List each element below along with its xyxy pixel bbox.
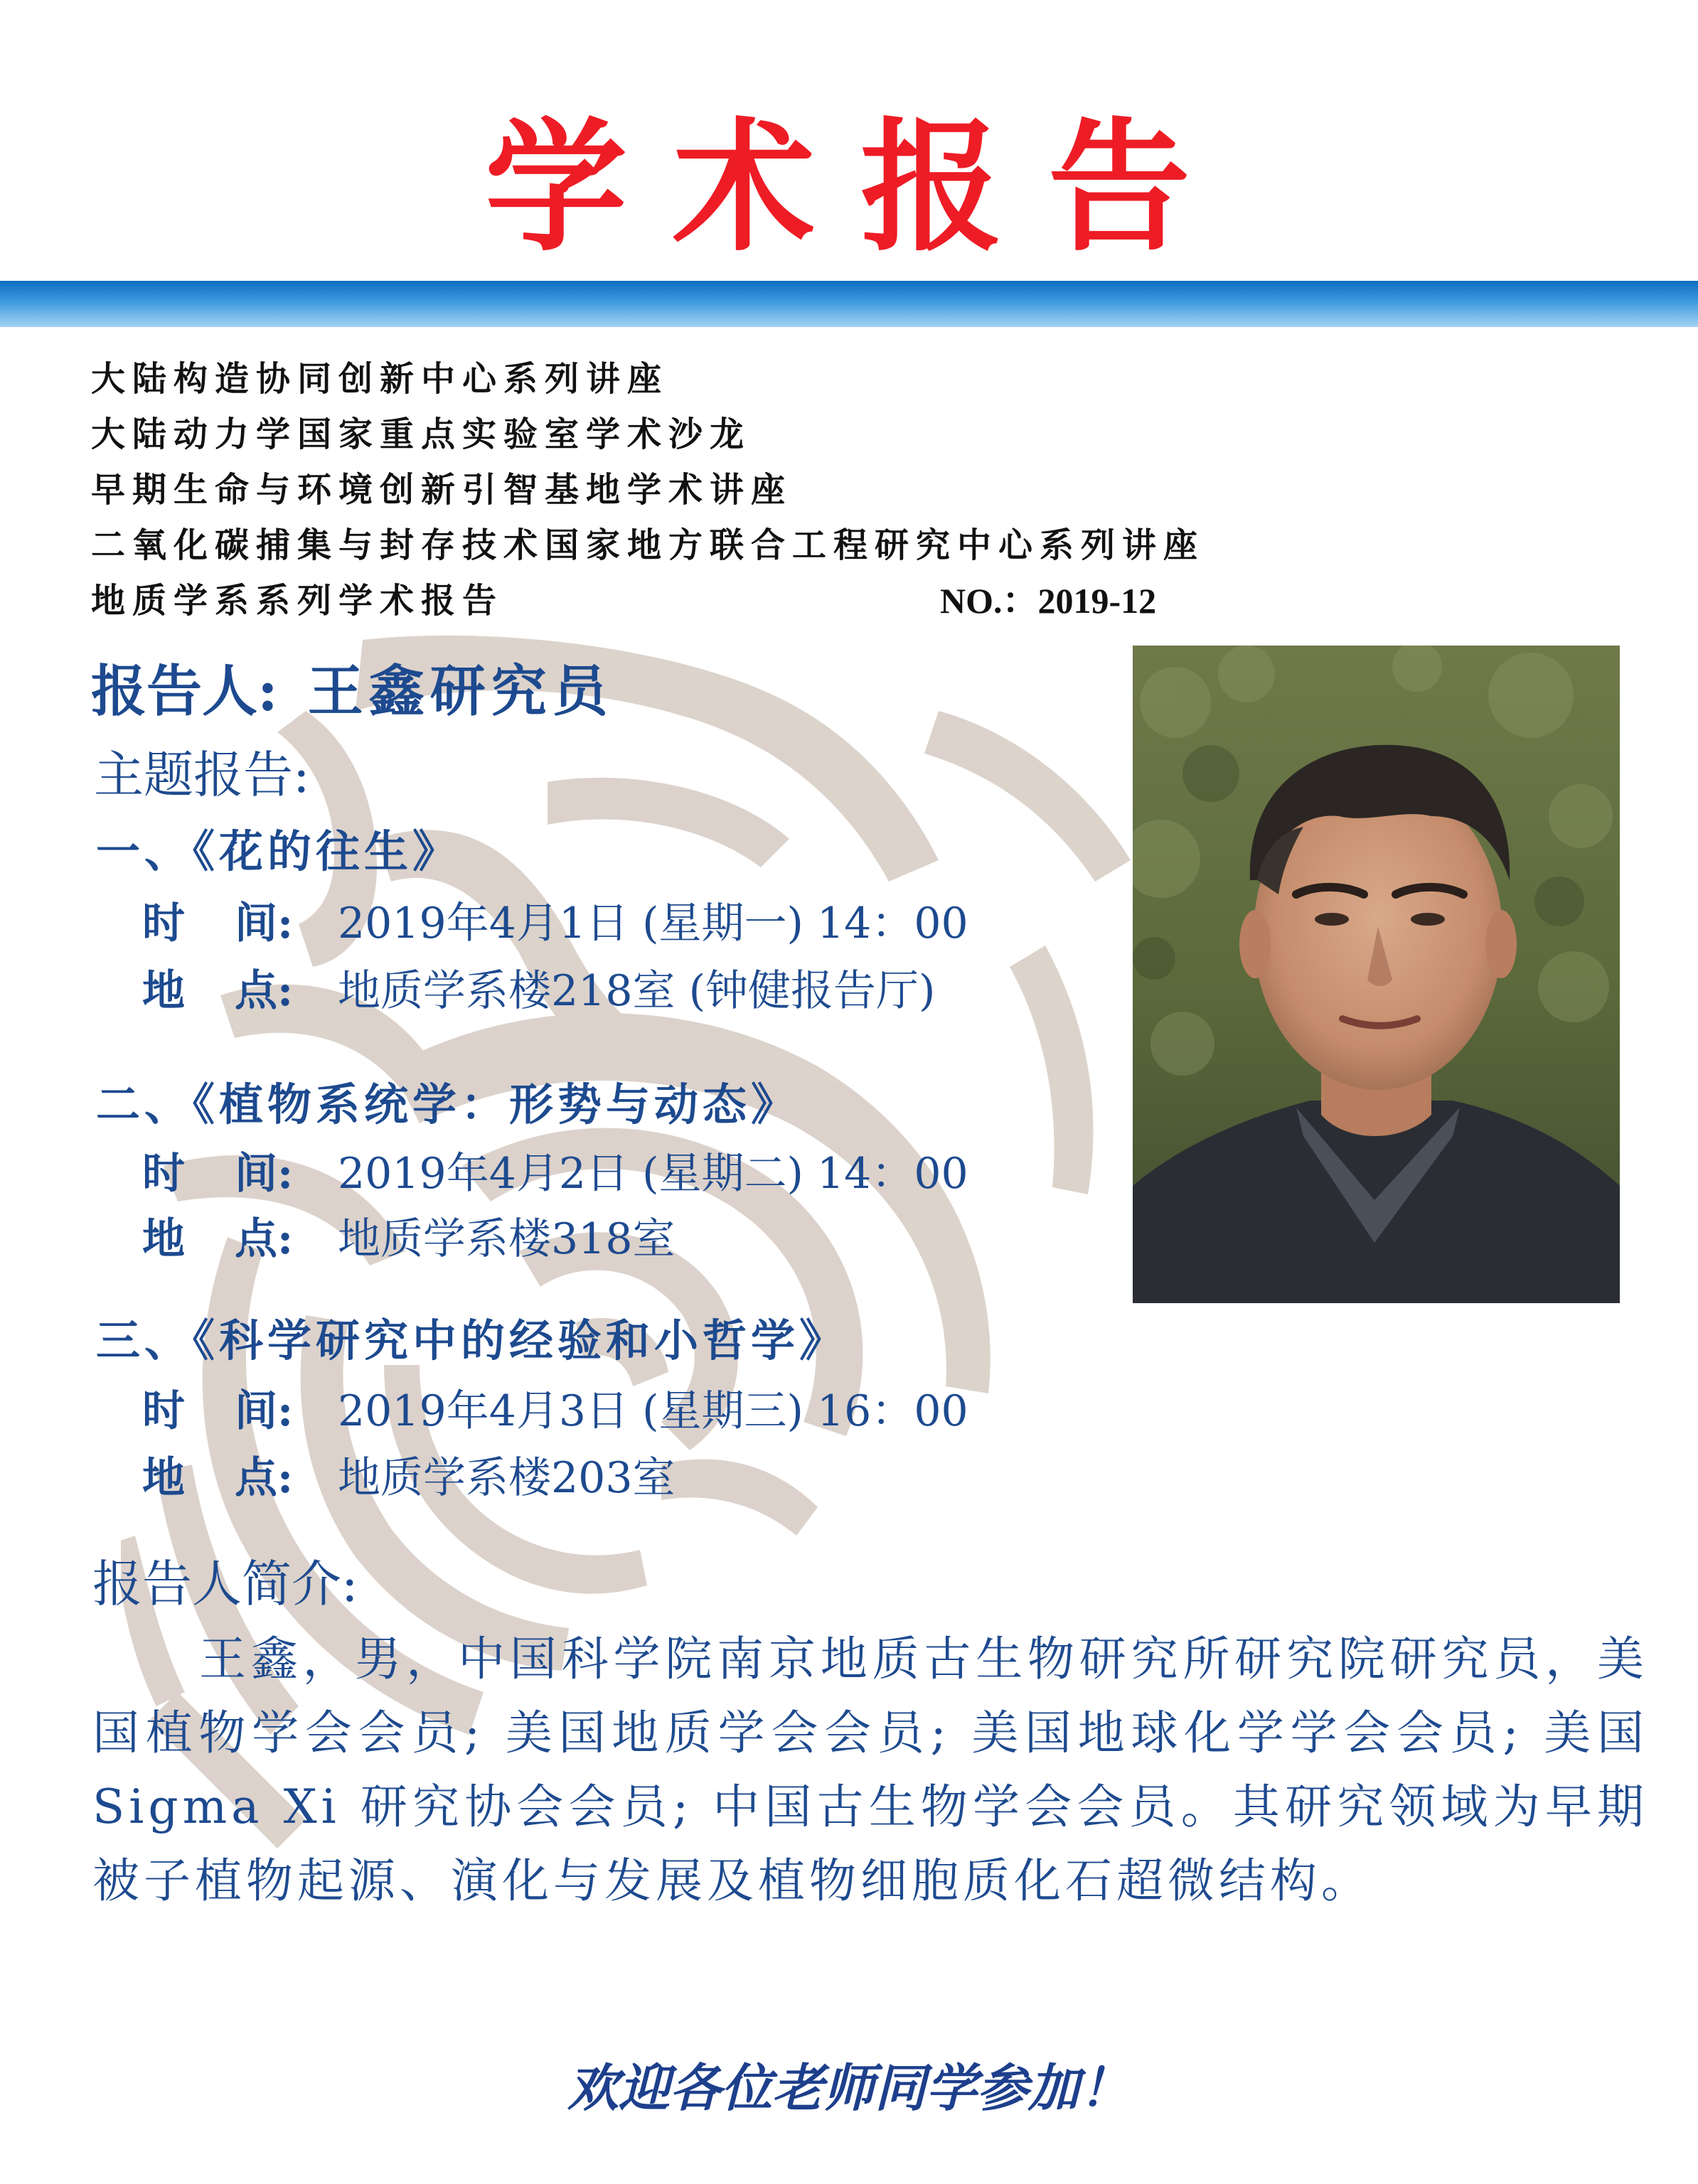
bio-text: 王鑫，男，中国科学院南京地质古生物研究所研究院研究员，美国植物学会会员; 美国地质学会会员; 美国地球化学学会会员; 美国Sigma Xi 研究协会会员; 中国古生物学会会员。其研究领域为早期被子植物起源、演化与发展及植物细胞质化石超微结构。 bbox=[92, 1632, 1648, 1908]
talk-time-row bbox=[142, 1147, 968, 1200]
series-line: 大陆动力学国家重点实验室学术沙龙 bbox=[91, 414, 752, 454]
series-line: 大陆构造协同创新中心系列讲座 bbox=[91, 359, 669, 399]
speaker-line bbox=[91, 660, 614, 724]
place-label: 地 bbox=[142, 1453, 185, 1503]
time-label: 间: bbox=[235, 1149, 294, 1199]
series-line: 早期生命与环境创新引智基地学术讲座 bbox=[91, 470, 793, 510]
talk-title: 二、《植物系统学：形势与动态》 bbox=[96, 1078, 800, 1130]
talk-place: 地质学系楼318室 bbox=[338, 1214, 676, 1264]
topics-heading: 主题报告: bbox=[94, 746, 310, 804]
place-label: 地 bbox=[142, 1214, 185, 1264]
welcome-message: 欢迎各位老师同学参加！ bbox=[567, 2058, 1131, 2118]
place-label: 点: bbox=[235, 1453, 294, 1503]
speaker-label: 报告人: bbox=[91, 659, 278, 724]
talk-place-row bbox=[142, 1452, 676, 1504]
bio-heading: 报告人简介: bbox=[92, 1555, 358, 1613]
talk-time-row bbox=[142, 897, 968, 950]
talk-time: 2019年4月1日 (星期一) 14：00 bbox=[338, 899, 968, 948]
talk-title: 一、《花的往生》 bbox=[96, 825, 461, 877]
talk-title: 三、《科学研究中的经验和小哲学》 bbox=[96, 1315, 848, 1366]
page-title: 学术报告 bbox=[484, 105, 1236, 271]
series-line: 地质学系系列学术报告 bbox=[91, 581, 504, 621]
talk-time: 2019年4月2日 (星期二) 14：00 bbox=[338, 1149, 968, 1199]
time-label: 间: bbox=[235, 1386, 294, 1436]
header-band bbox=[0, 281, 1698, 327]
series-line: 二氧化碳捕集与封存技术国家地方联合工程研究中心系列讲座 bbox=[91, 525, 1205, 565]
time-label: 时 bbox=[142, 1149, 185, 1199]
place-label: 地 bbox=[142, 966, 185, 1016]
talk-time-row bbox=[142, 1385, 968, 1438]
time-label: 时 bbox=[142, 1386, 185, 1436]
time-label: 时 bbox=[142, 899, 185, 948]
place-label: 点: bbox=[235, 966, 294, 1016]
talk-place: 地质学系楼203室 bbox=[338, 1453, 676, 1503]
talk-time: 2019年4月3日 (星期三) 16：00 bbox=[338, 1386, 968, 1436]
speaker-photo bbox=[1133, 646, 1620, 1303]
report-number: NO.：2019-12 bbox=[940, 581, 1157, 621]
place-label: 点: bbox=[235, 1214, 294, 1264]
time-label: 间: bbox=[235, 899, 294, 948]
talk-place-row bbox=[142, 965, 935, 1017]
speaker-name: 王鑫研究员 bbox=[307, 659, 614, 724]
talk-place-row bbox=[142, 1213, 676, 1265]
talk-place: 地质学系楼218室 (钟健报告厅) bbox=[338, 966, 936, 1016]
